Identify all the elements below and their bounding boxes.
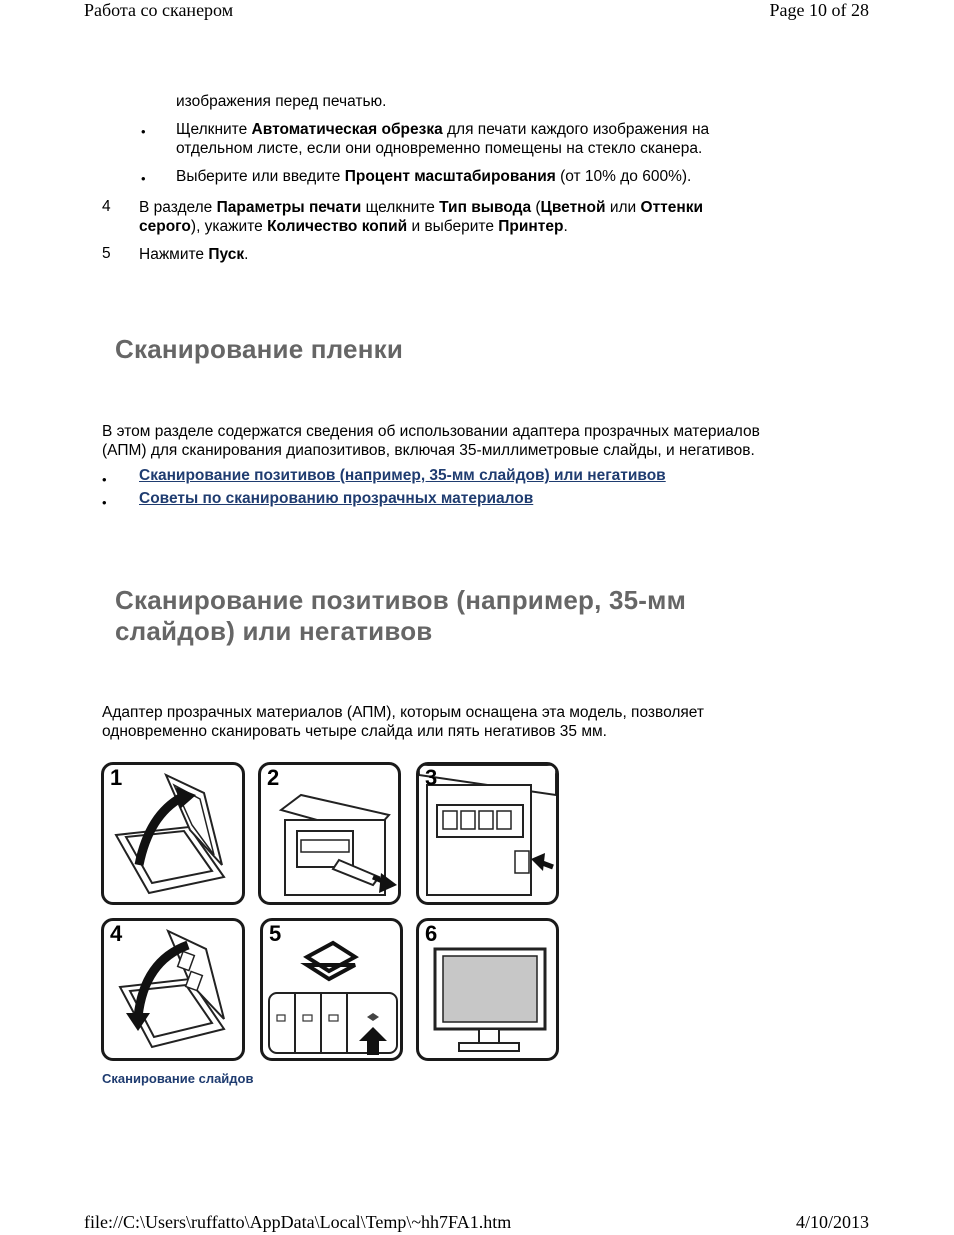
bullet-dot: • <box>102 472 107 487</box>
section2-paragraph: Адаптер прозрачных материалов (АПМ), которым оснащена эта модель, позволяет одновременно сканировать четыре слайда или пять негативов 35 мм. <box>102 704 704 740</box>
list-item-auto-crop: Щелкните Автоматическая обрезка для печати каждого изображения на отдельном листе, если они одновременно помещены на стекло сканера. <box>176 121 710 157</box>
adapter-closeup-illustration <box>419 765 556 902</box>
step-number: 4 <box>102 198 111 215</box>
insert-holder-illustration <box>261 765 398 902</box>
step-4-panel <box>101 918 245 1061</box>
link-transparency-tips[interactable]: Советы по сканированию прозрачных материалов <box>139 490 534 507</box>
step-number: 2 <box>267 765 280 790</box>
close-lid-illustration <box>104 921 242 1058</box>
step-5-text: Нажмите Пуск. <box>139 246 249 263</box>
step-number: 5 <box>102 245 111 262</box>
footer-file-path: file://C:\Users\ruffatto\AppData\Local\Temp\~hh7FA1.htm <box>84 1212 512 1232</box>
scan-button-illustration <box>263 921 400 1058</box>
bullet-dot: • <box>141 124 146 139</box>
step-6-panel <box>416 918 559 1061</box>
step-number: 1 <box>110 765 123 790</box>
step-3-panel <box>416 762 559 905</box>
step-number: 5 <box>269 921 282 946</box>
open-lid-illustration <box>104 765 242 902</box>
link-scan-positives[interactable]: Сканирование позитивов (например, 35-мм слайдов) или негативов <box>139 467 666 484</box>
bullet-dot: • <box>102 495 107 510</box>
header-title: Работа со сканером <box>84 0 234 20</box>
footer-date: 4/10/2013 <box>795 1212 869 1232</box>
list-item-scale: Выберите или введите Процент масштабирования (от 10% до 600%). <box>176 168 692 185</box>
step-1-panel <box>101 762 245 905</box>
section-heading-film-scanning: Сканирование пленки <box>115 334 404 364</box>
figure-caption: Сканирование слайдов <box>102 1071 254 1086</box>
header-page-number: Page 10 of 28 <box>769 0 869 20</box>
step-number: 6 <box>425 921 438 946</box>
step-number: 3 <box>425 765 438 790</box>
section1-paragraph: В этом разделе содержатся сведения об использовании адаптера прозрачных материалов (АПМ) для сканирования диапозитивов, включая 35-миллиметровые слайды, и негативов. <box>102 423 760 459</box>
step-2-panel <box>258 762 401 905</box>
step-number: 4 <box>110 921 123 946</box>
section-heading-scan-positives: Сканирование позитивов (например, 35-мм слайдов) или негативов <box>115 585 687 646</box>
step-5-panel <box>260 918 403 1061</box>
monitor-illustration <box>419 921 556 1058</box>
continued-line: изображения перед печатью. <box>176 93 387 110</box>
link-item[interactable] <box>139 467 666 485</box>
link-item[interactable] <box>139 490 533 508</box>
bullet-dot: • <box>141 171 146 186</box>
step-4-text: В разделе Параметры печати щелкните Тип вывода (Цветной или Оттенки серого), укажите Количество копий и выберите Принтер. <box>139 199 704 235</box>
